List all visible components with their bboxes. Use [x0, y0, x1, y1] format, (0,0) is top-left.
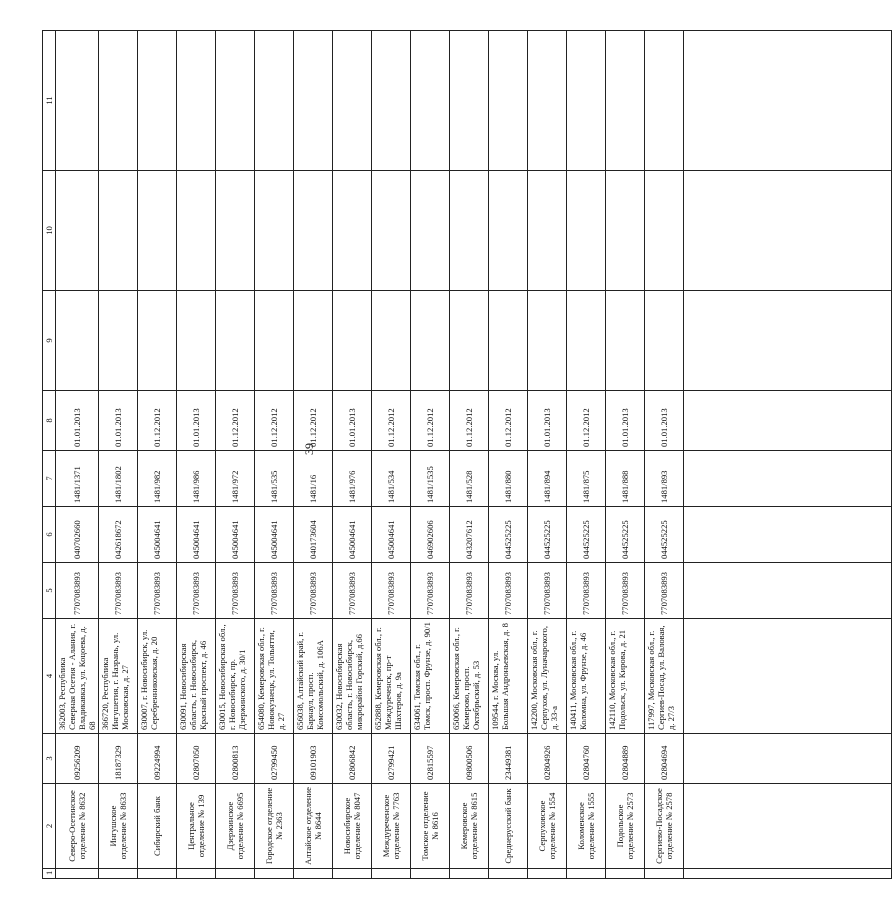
row-number-cell [528, 869, 567, 879]
table-row [372, 31, 411, 879]
rotated-page-content [42, 31, 676, 879]
inn-cell: 7707083893 [606, 563, 645, 619]
column-11-cell [450, 31, 489, 171]
empty-cell [684, 31, 892, 171]
inn-cell: 7707083893 [372, 563, 411, 619]
table-row [216, 31, 255, 879]
branch-name-cell: Томское отделение № 8616 [411, 784, 450, 869]
registration-number-cell: 1481/976 [333, 451, 372, 507]
address-cell: 142110, Московская обл., г. Подольск, ул. Кирова, д. 21 [606, 619, 645, 734]
column-9-cell [372, 291, 411, 391]
table-body [56, 31, 892, 879]
column-number-3: 3 [43, 734, 56, 784]
registration-number-cell: 1481/1535 [411, 451, 450, 507]
row-number-cell [294, 869, 333, 879]
column-10-cell [450, 171, 489, 291]
okpo-code-cell: 02806842 [333, 734, 372, 784]
column-number-2: 2 [43, 784, 56, 869]
date-cell: 01.12.2012 [138, 391, 177, 451]
empty-cell [684, 171, 892, 291]
registry-table [42, 30, 892, 879]
date-cell: 01.01.2013 [333, 391, 372, 451]
branch-name-cell: Новосибирское отделение № 8047 [333, 784, 372, 869]
empty-cell [684, 734, 892, 784]
okpo-code-cell: 02807050 [177, 734, 216, 784]
table-row [606, 31, 645, 879]
inn-cell: 7707083893 [450, 563, 489, 619]
address-cell: 656038, Алтайский край, г. Барнаул, просп. Комсомольский, д. 106А [294, 619, 333, 734]
empty-cell [684, 507, 892, 563]
okpo-code-cell: 02815597 [411, 734, 450, 784]
inn-cell: 7707083893 [489, 563, 528, 619]
empty-cell [684, 451, 892, 507]
address-cell: 650066, Кемеровская обл., г. Кемерово, просп. Октябрьский, д. 53 [450, 619, 489, 734]
column-10-cell [489, 171, 528, 291]
row-number-cell [489, 869, 528, 879]
branch-name-cell: Центральное отделение № 139 [177, 784, 216, 869]
row-number-cell [177, 869, 216, 879]
empty-cell [684, 391, 892, 451]
address-cell: 362003, Республика Северная Осетия - Алания, г. Владикавказ, ул. Коцоева, д. 68 [56, 619, 99, 734]
address-cell: 630007, г. Новосибирск, ул. Серебренниковская, д. 20 [138, 619, 177, 734]
date-cell: 01.12.2012 [294, 391, 333, 451]
inn-cell: 7707083893 [216, 563, 255, 619]
empty-cell [684, 869, 892, 879]
column-11-cell [489, 31, 528, 171]
row-number-cell [567, 869, 606, 879]
column-10-cell [177, 171, 216, 291]
inn-cell: 7707083893 [411, 563, 450, 619]
column-11-cell [606, 31, 645, 171]
table-row [138, 31, 177, 879]
okpo-code-cell: 02800813 [216, 734, 255, 784]
bik-cell: 040702660 [56, 507, 99, 563]
registration-number-cell: 1481/894 [528, 451, 567, 507]
address-cell: 109544, г. Москва, ул. Большая Андроньевская, д. 8 [489, 619, 528, 734]
column-9-cell [255, 291, 294, 391]
registration-number-cell: 1481/535 [255, 451, 294, 507]
column-9-cell [333, 291, 372, 391]
registration-number-cell: 1481/972 [216, 451, 255, 507]
empty-cell [684, 784, 892, 869]
column-11-cell [528, 31, 567, 171]
column-10-cell [138, 171, 177, 291]
column-9-cell [450, 291, 489, 391]
inn-cell: 7707083893 [294, 563, 333, 619]
column-9-cell [216, 291, 255, 391]
column-9-cell [567, 291, 606, 391]
column-9-cell [177, 291, 216, 391]
date-cell: 01.01.2013 [528, 391, 567, 451]
column-number-1: 1 [43, 869, 56, 879]
column-number-7: 7 [43, 451, 56, 507]
registration-number-cell: 1481/528 [450, 451, 489, 507]
registration-number-cell: 1481/880 [489, 451, 528, 507]
okpo-code-cell: 18187329 [99, 734, 138, 784]
bik-cell: 042618672 [99, 507, 138, 563]
inn-cell: 7707083893 [255, 563, 294, 619]
branch-name-cell: Алтайское отделение № 8644 [294, 784, 333, 869]
column-10-cell [255, 171, 294, 291]
column-11-cell [177, 31, 216, 171]
table-row [294, 31, 333, 879]
table-row [645, 31, 684, 879]
empty-cell [684, 619, 892, 734]
column-9-cell [99, 291, 138, 391]
inn-cell: 7707083893 [177, 563, 216, 619]
column-10-cell [528, 171, 567, 291]
date-cell: 01.01.2013 [606, 391, 645, 451]
column-11-cell [216, 31, 255, 171]
column-11-cell [138, 31, 177, 171]
branch-name-cell: Подольское отделение № 2573 [606, 784, 645, 869]
column-10-cell [99, 171, 138, 291]
date-cell: 01.12.2012 [450, 391, 489, 451]
row-number-cell [450, 869, 489, 879]
table-row [411, 31, 450, 879]
registration-number-cell: 1481/1802 [99, 451, 138, 507]
column-9-cell [528, 291, 567, 391]
row-number-cell [333, 869, 372, 879]
column-9-cell [56, 291, 99, 391]
registration-number-cell: 1481/986 [177, 451, 216, 507]
branch-name-cell: Городское отделение № 2363 [255, 784, 294, 869]
date-cell: 01.12.2012 [216, 391, 255, 451]
column-10-cell [333, 171, 372, 291]
column-9-cell [645, 291, 684, 391]
inn-cell: 7707083893 [333, 563, 372, 619]
branch-name-cell: Коломенское отделение № 1555 [567, 784, 606, 869]
bik-cell: 045004641 [216, 507, 255, 563]
column-11-cell [372, 31, 411, 171]
table-row [333, 31, 372, 879]
address-cell: 366720, Республика Ингушетия, г. Назрань, ул. Московская, д. 27 [99, 619, 138, 734]
column-11-cell [294, 31, 333, 171]
inn-cell: 7707083893 [56, 563, 99, 619]
bik-cell: 045004641 [177, 507, 216, 563]
empty-row [684, 31, 892, 879]
branch-name-cell: Северо-Осетинское отделение № 8632 [56, 784, 99, 869]
column-number-6: 6 [43, 507, 56, 563]
registration-number-cell: 1481/534 [372, 451, 411, 507]
column-number-10: 10 [43, 171, 56, 291]
branch-name-cell: Серпуховское отделение № 1554 [528, 784, 567, 869]
column-11-cell [255, 31, 294, 171]
address-cell: 654080, Кемеровская обл., г. Новокузнецк, ул. Тольятти, д. 27 [255, 619, 294, 734]
okpo-code-cell: 02804694 [645, 734, 684, 784]
page-number: 39 [302, 443, 316, 455]
table-row [489, 31, 528, 879]
column-11-cell [333, 31, 372, 171]
row-number-cell [411, 869, 450, 879]
registration-number-cell: 1481/888 [606, 451, 645, 507]
bik-cell: 045004641 [138, 507, 177, 563]
table-row [99, 31, 138, 879]
address-cell: 652888, Кемеровская обл., г. Междуреченск, пр-т Шахтеров, д. 9а [372, 619, 411, 734]
row-number-cell [138, 869, 177, 879]
inn-cell: 7707083893 [645, 563, 684, 619]
date-cell: 01.12.2012 [372, 391, 411, 451]
address-cell: 630015, Новосибирская обл., г. Новосибирск, пр. Дзержинского, д. 30/1 [216, 619, 255, 734]
empty-cell [684, 291, 892, 391]
column-number-row [43, 31, 56, 879]
registration-number-cell: 1481/16 [294, 451, 333, 507]
date-cell: 01.12.2012 [255, 391, 294, 451]
row-number-cell [372, 869, 411, 879]
inn-cell: 7707083893 [567, 563, 606, 619]
column-11-cell [56, 31, 99, 171]
bik-cell: 045004641 [333, 507, 372, 563]
address-cell: 140411, Московская обл., г. Коломна, ул. Фрунзе, д. 46 [567, 619, 606, 734]
okpo-code-cell: 23449381 [489, 734, 528, 784]
bik-cell: 043207612 [450, 507, 489, 563]
column-10-cell [567, 171, 606, 291]
row-number-cell [56, 869, 99, 879]
empty-cell [684, 563, 892, 619]
row-number-cell [255, 869, 294, 879]
column-9-cell [138, 291, 177, 391]
bik-cell: 044525225 [528, 507, 567, 563]
branch-name-cell: Сибирский банк [138, 784, 177, 869]
date-cell: 01.01.2013 [645, 391, 684, 451]
bik-cell: 046902606 [411, 507, 450, 563]
column-10-cell [56, 171, 99, 291]
column-10-cell [606, 171, 645, 291]
inn-cell: 7707083893 [138, 563, 177, 619]
address-cell: 630032, Новосибирская область, г. Новосибирск, микрорайон Горский, д.66 [333, 619, 372, 734]
table-row [528, 31, 567, 879]
date-cell: 01.01.2013 [99, 391, 138, 451]
branch-name-cell: Сергиево-Посадское отделение № 2578 [645, 784, 684, 869]
row-number-cell [606, 869, 645, 879]
bik-cell: 045004641 [255, 507, 294, 563]
inn-cell: 7707083893 [528, 563, 567, 619]
address-cell: 142200, Московская обл., г. Серпухов, ул. Луначарского, д. 33-а [528, 619, 567, 734]
okpo-code-cell: 09101903 [294, 734, 333, 784]
branch-name-cell: Ингушское отделение № 8633 [99, 784, 138, 869]
table-row [56, 31, 99, 879]
bik-cell: 044525225 [606, 507, 645, 563]
column-number-9: 9 [43, 291, 56, 391]
okpo-code-cell: 02804926 [528, 734, 567, 784]
table-row [450, 31, 489, 879]
date-cell: 01.12.2012 [567, 391, 606, 451]
column-9-cell [606, 291, 645, 391]
bik-cell: 044525225 [567, 507, 606, 563]
address-cell: 634061, Томская обл., г. Томск, просп. Фрунзе, д. 90/1 [411, 619, 450, 734]
column-10-cell [411, 171, 450, 291]
column-9-cell [294, 291, 333, 391]
okpo-code-cell: 02804760 [567, 734, 606, 784]
bik-cell: 045004641 [372, 507, 411, 563]
registration-number-cell: 1481/875 [567, 451, 606, 507]
date-cell: 01.01.2013 [177, 391, 216, 451]
column-number-8: 8 [43, 391, 56, 451]
branch-name-cell: Кемеровское отделение № 8615 [450, 784, 489, 869]
okpo-code-cell: 02804889 [606, 734, 645, 784]
bik-cell: 040173604 [294, 507, 333, 563]
table-row [177, 31, 216, 879]
row-number-cell [99, 869, 138, 879]
column-10-cell [216, 171, 255, 291]
registration-number-cell: 1481/1371 [56, 451, 99, 507]
column-number-5: 5 [43, 563, 56, 619]
address-cell: 630091, Новосибирская область, г. Новосибирск, Красный проспект, д. 46 [177, 619, 216, 734]
table-row [567, 31, 606, 879]
okpo-code-cell: 09224994 [138, 734, 177, 784]
column-10-cell [372, 171, 411, 291]
column-number-11: 11 [43, 31, 56, 171]
column-11-cell [99, 31, 138, 171]
bik-cell: 044525225 [645, 507, 684, 563]
registration-number-cell: 1481/893 [645, 451, 684, 507]
branch-name-cell: Среднерусский банк [489, 784, 528, 869]
date-cell: 01.12.2012 [411, 391, 450, 451]
column-number-4: 4 [43, 619, 56, 734]
column-11-cell [411, 31, 450, 171]
branch-name-cell: Междуреченское отделение № 7763 [372, 784, 411, 869]
column-9-cell [489, 291, 528, 391]
date-cell: 01.12.2012 [489, 391, 528, 451]
row-number-cell [216, 869, 255, 879]
date-cell: 01.01.2013 [56, 391, 99, 451]
column-10-cell [294, 171, 333, 291]
column-11-cell [645, 31, 684, 171]
registration-number-cell: 1481/982 [138, 451, 177, 507]
column-10-cell [645, 171, 684, 291]
okpo-code-cell: 02799421 [372, 734, 411, 784]
column-9-cell [411, 291, 450, 391]
okpo-code-cell: 09256209 [56, 734, 99, 784]
okpo-code-cell: 02799450 [255, 734, 294, 784]
address-cell: 117997, Московская обл., г. Сергиев-Посад, ул. Валовая, д. 27/3 [645, 619, 684, 734]
row-number-cell [645, 869, 684, 879]
bik-cell: 044525225 [489, 507, 528, 563]
table-row [255, 31, 294, 879]
okpo-code-cell: 09800506 [450, 734, 489, 784]
column-11-cell [567, 31, 606, 171]
inn-cell: 7707083893 [99, 563, 138, 619]
branch-name-cell: Дзержинское отделение № 6695 [216, 784, 255, 869]
